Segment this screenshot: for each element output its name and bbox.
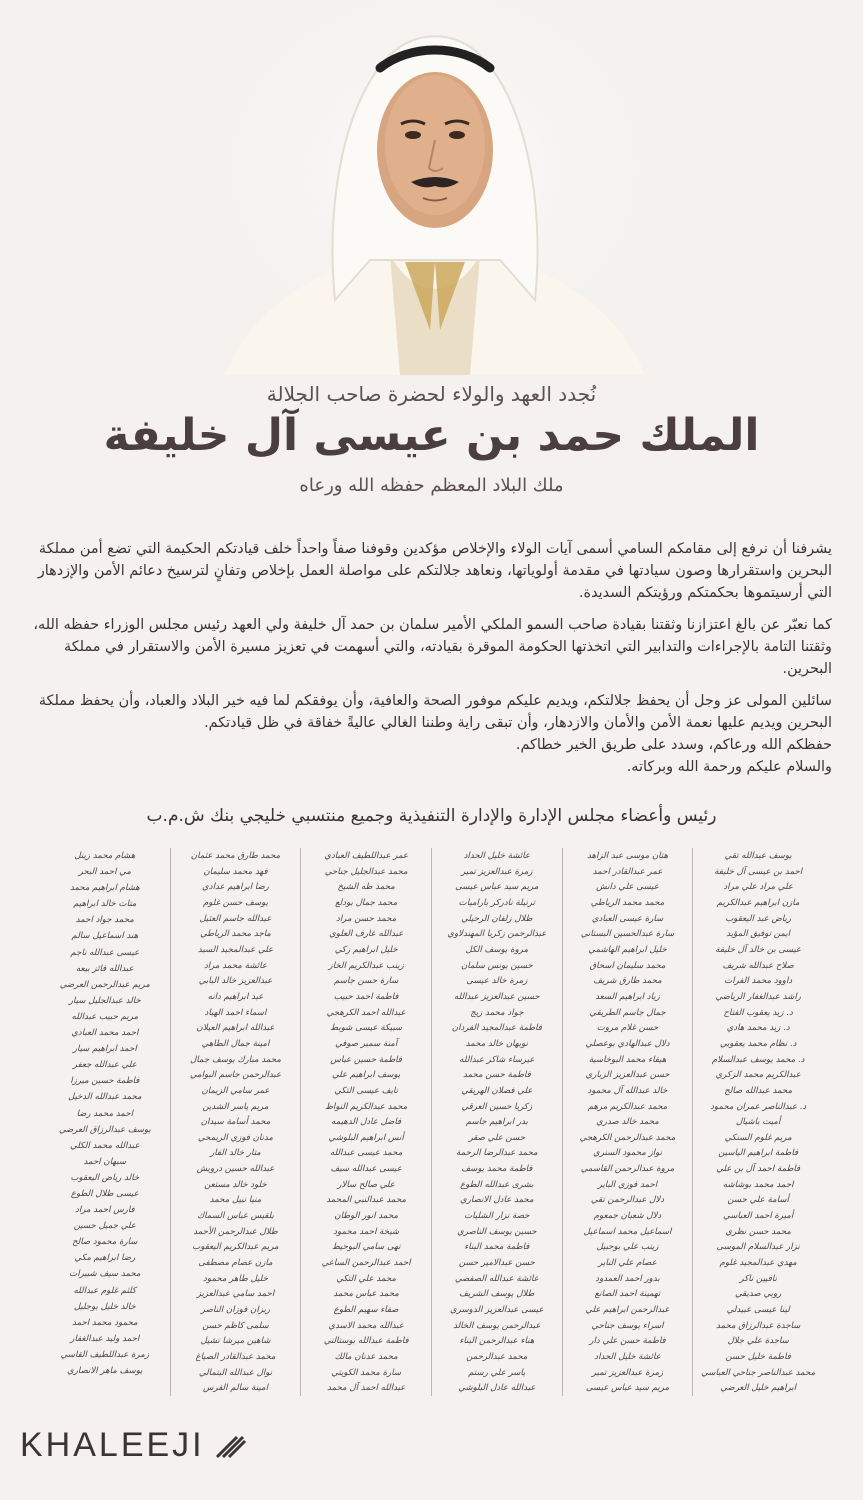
signatory-name: نافيين ناكر bbox=[739, 1273, 777, 1284]
signatory-name: زينب علي بوحبيل bbox=[596, 1242, 659, 1253]
letter-body bbox=[32, 538, 832, 778]
signatory-name: روبي صديقي bbox=[735, 1289, 782, 1300]
signatory-name: حصة نزار الشليات bbox=[464, 1211, 530, 1222]
king-portrait bbox=[215, 0, 655, 375]
signatory-name: محمد جمال بودلع bbox=[335, 897, 398, 908]
names-column bbox=[562, 848, 693, 1396]
signatory-name: مريم حبيب عبدالله bbox=[71, 1011, 139, 1022]
signatory-name: سارة حسن جاسم bbox=[333, 976, 399, 987]
signatory-name: صفاء سهيم الطوع bbox=[333, 1305, 399, 1316]
signatory-name: علي مراد علي مراد bbox=[723, 882, 793, 893]
signatory-name: د. نظام محمد يعقوبي bbox=[719, 1038, 797, 1049]
signatory-name: احمد سامي عبدالعزيز bbox=[196, 1289, 275, 1300]
signatory-name: د. محمد يوسف عبدالسلام bbox=[711, 1054, 805, 1065]
signatory-name: عبدالله عادل البلوشي bbox=[458, 1383, 536, 1394]
signatory-name: مريم ياسر الشدين bbox=[202, 1101, 269, 1112]
signatory-name: يوسف عبدالله تقي bbox=[724, 851, 792, 861]
signatory-name: عبدالعزيز خالد البابي bbox=[198, 976, 273, 987]
signatory-name: نوبهان خالد محمد bbox=[465, 1038, 528, 1049]
signatory-name: اسراء يوسف جناحي bbox=[591, 1320, 664, 1331]
signatory-name: عمر سامي الزيمان bbox=[201, 1085, 270, 1096]
signatory-name: اسماعيل محمد اسماعيل bbox=[583, 1226, 672, 1237]
signatory-name: دلال عبدالرحمن تقي bbox=[590, 1195, 665, 1206]
signatory-name: طلال يوسف الشريف bbox=[459, 1289, 535, 1300]
khaleeji-logo bbox=[20, 1420, 247, 1470]
signatory-name: جمال جاسم الطريقي bbox=[589, 1007, 666, 1018]
signatory-name: فاطمة حسين عباس bbox=[330, 1054, 402, 1065]
signatory-name: عائشة خليل الحداد bbox=[463, 851, 531, 861]
signatory-name: محمد مبارك يوسف جمال bbox=[190, 1054, 281, 1065]
signatory-name: محمد عبدالجليل جناحي bbox=[324, 866, 408, 877]
signatory-name: مروة يوسف الكل bbox=[465, 944, 529, 955]
signatory-name: محمد عبدالرحمن الكرهجي bbox=[579, 1132, 676, 1143]
signatory-name: محمد سيف شبيرات bbox=[69, 1269, 141, 1280]
signatory-name: خالد عبدالجليل سيار bbox=[68, 995, 141, 1006]
signatory-name: ترنيلة نادركر باراميات bbox=[458, 897, 535, 908]
signatory-name: مريم عبدالكريم اليعقوب bbox=[192, 1242, 279, 1253]
signatory-name: عيسى علي دانش bbox=[596, 882, 659, 893]
names-column bbox=[40, 848, 170, 1396]
signatory-name: حسين يونس سلمان bbox=[460, 960, 533, 971]
signatory-name: زمرة عبداللطيف القاسي bbox=[60, 1349, 150, 1360]
signatory-name: مازن ابراهيم عبدالكريم bbox=[716, 897, 800, 908]
signatory-name: هتان موسى عبد الزاهد bbox=[586, 851, 669, 861]
signatory-name: محمد طارق محمد عثمان bbox=[190, 851, 281, 861]
signatory-name: هند اسماعيل سالم bbox=[71, 931, 139, 942]
signatory-name: أسامة علي حسن bbox=[727, 1195, 789, 1206]
signatory-name: عبدالله احمد آل محمد bbox=[326, 1383, 406, 1394]
signatory-name: خليل ابراهيم زكي bbox=[334, 944, 398, 955]
signatory-name: احمد فوزي الباير bbox=[597, 1179, 658, 1190]
signatory-name: فهد محمد سليمان bbox=[203, 866, 268, 877]
signatory-name: هناء عبدالرحمن البناء bbox=[459, 1336, 535, 1347]
signatory-name: كلثم غلوم عبدالله bbox=[73, 1285, 137, 1296]
signatory-name: احمد وليد عبدالغفار bbox=[70, 1333, 140, 1344]
signatory-name: شيخة احمد محمود bbox=[333, 1226, 400, 1237]
signatory-name: يوسف ابراهيم علي bbox=[332, 1070, 401, 1081]
signatory-name: حسين عبدالعزيز عبدالله bbox=[454, 991, 540, 1002]
signatory-name: عبدالرحمن ابراهيم علي bbox=[585, 1305, 670, 1316]
signatory-name: عبدالله فائز بيعه bbox=[75, 963, 134, 974]
signatory-name: سارة عيسى العبادي bbox=[591, 913, 664, 924]
signatory-name: محمد خالد صدري bbox=[596, 1117, 659, 1128]
signatory-name: خليل طاهر محمود bbox=[203, 1273, 268, 1284]
signatory-name: عائشة خليل الحداد bbox=[594, 1352, 661, 1362]
signatory-name: نايف عيسى التكي bbox=[334, 1085, 399, 1096]
signatory-name: هشام ابراهيم محمد bbox=[69, 883, 140, 894]
signatory-name: هيفاء محمد البوخاسية bbox=[588, 1054, 667, 1065]
signatory-name: يوسف ماهر الانصاري bbox=[67, 1366, 143, 1376]
dedication-heading bbox=[0, 376, 863, 496]
signatory-name: محمد حسن نظري bbox=[725, 1226, 791, 1237]
signatory-name: امينة سالم الفرس bbox=[202, 1383, 268, 1394]
signatory-name: عبدالله حسين درويش bbox=[196, 1164, 275, 1175]
signatory-name: علي عبدالله جعفر bbox=[72, 1060, 137, 1071]
signatory-name: عيسى عبدالله سيف bbox=[330, 1164, 402, 1175]
signatory-name: فاطمة حسن علي دار bbox=[589, 1336, 666, 1347]
portrait-illustration bbox=[215, 0, 655, 375]
signatory-name: عمر عبدالقادر احمد bbox=[592, 866, 663, 877]
signatory-name: هشام محمد زينل bbox=[74, 851, 136, 861]
signatory-name: عبدالكريم محمد الزكري bbox=[715, 1070, 801, 1081]
signatory-name: متات خالد ابراهيم bbox=[73, 899, 137, 910]
signatories-line: رئيس وأعضاء مجلس الإدارة والإدارة التنفيذية وجميع منتسبي خليجي بنك ش.م.ب bbox=[146, 806, 717, 826]
signatory-name: سارة محمد الكويتي bbox=[331, 1367, 402, 1378]
signatory-name: علي صالح سالار bbox=[337, 1179, 395, 1190]
signatory-name: محمد عباس محمد bbox=[333, 1289, 399, 1300]
signatory-name: زمرة خالد عيسى bbox=[466, 976, 528, 987]
signatory-name: احمد عبدالرحمن الساعي bbox=[321, 1258, 411, 1269]
signatory-name: محمد علي التكي bbox=[336, 1273, 397, 1284]
signatory-name: عمر عبداللطيف العبادي bbox=[324, 851, 409, 861]
signatory-name: عبدالله احمد الكرهجي bbox=[326, 1007, 406, 1018]
signatory-name: تهمينة احمد الصانع bbox=[594, 1289, 661, 1300]
signatory-name: طلال زلفان الرحيلي bbox=[461, 913, 533, 924]
signatory-name: عيسى عبدالله ناجم bbox=[70, 947, 140, 958]
signatory-name: فاطمة محمد يوسف bbox=[461, 1164, 533, 1175]
signatory-name: رضا ابراهيم عدادي bbox=[202, 882, 269, 893]
signatory-name: خالد خليل بوجليل bbox=[73, 1301, 136, 1312]
signatory-name: نواز محمود السنري bbox=[593, 1148, 662, 1159]
signatory-name: لينا عيسى عبيدلي bbox=[726, 1305, 790, 1316]
signatory-name: محمد عبدالله الدخيل bbox=[67, 1092, 142, 1103]
pledge-line: نُجدد العهد والولاء لحضرة صاحب الجلالة bbox=[266, 382, 597, 406]
signatory-name: فاضل عادل الدهيمه bbox=[331, 1117, 402, 1128]
names-column bbox=[692, 848, 823, 1396]
signatory-name: محمد محمد الرياطي bbox=[590, 897, 665, 908]
signatory-name: دلال شعبان جمعوم bbox=[593, 1211, 662, 1222]
signatory-name: عبدالله محمد الكلي bbox=[70, 1140, 140, 1151]
signatory-name: عبدالله ابراهيم العيلان bbox=[196, 1023, 275, 1034]
signatory-name: محمد انور الوطان bbox=[334, 1211, 398, 1222]
signatory-name: عبدالله عارف العلوي bbox=[329, 929, 404, 940]
signatory-name: آمنة سمير صوفي bbox=[335, 1038, 398, 1049]
signatory-name: محمود محمد احمد bbox=[71, 1317, 138, 1328]
logo-stripes-icon bbox=[211, 1427, 247, 1463]
signatory-name: متار خالد الفار bbox=[210, 1148, 261, 1159]
signatory-name: يوسف حسن غلوم bbox=[202, 897, 268, 908]
signatory-name: محمد عبدالنبي المحمد bbox=[326, 1195, 406, 1206]
signatory-name: ساجدة عبدالرزاق محمد bbox=[715, 1320, 801, 1331]
signatory-name: حسن عبدالامير حسن bbox=[458, 1258, 535, 1269]
signatory-name: عبدالله محمد الاسدي bbox=[328, 1320, 404, 1331]
names-column bbox=[170, 848, 301, 1396]
signatory-name: جواد محمد زيج bbox=[470, 1007, 524, 1018]
signatory-name: احمد محمد العبادي bbox=[71, 1028, 139, 1039]
signatory-name: فاطمة عبدالمجيد الفردان bbox=[451, 1023, 542, 1034]
signatory-name: منيا نبيل محمد bbox=[209, 1195, 262, 1206]
king-name: الملك حمد بن عيسى آل خليفة bbox=[103, 410, 760, 461]
logo-wordmark: KHALEEJI bbox=[20, 1425, 205, 1464]
signatory-name: احمد بن عيسى آل خليفة bbox=[714, 866, 803, 877]
signatory-name: نهى سامي البوحيط bbox=[331, 1242, 401, 1253]
signatory-name: علي عبدالمجيد السيد bbox=[197, 944, 274, 955]
signatory-name: زياد ابراهيم السعد bbox=[595, 991, 660, 1002]
signatory-name: محمد حسن مراد bbox=[336, 913, 397, 924]
signatory-name: د. زيد يعقوب الفتاح bbox=[723, 1007, 793, 1018]
signatory-name: رضا ابراهيم مكي bbox=[74, 1253, 136, 1264]
signatory-name: عيسى بن خالد آل خليفة bbox=[715, 944, 802, 955]
signatory-name: حسن عبدالعزيز الزباري bbox=[585, 1070, 670, 1081]
signatory-name: ايمن توفيق المؤيد bbox=[726, 929, 791, 940]
signatory-name: مريم سيد عباس عيسى bbox=[455, 882, 539, 893]
signatory-name: محمد عبدالقادر الصياغ bbox=[195, 1352, 276, 1362]
signatory-name: محمد عبدالرحمن bbox=[466, 1352, 528, 1362]
signatory-name: محمد طه الشيخ bbox=[337, 882, 395, 893]
signatory-name: احمد محمد بوشاشه bbox=[722, 1179, 794, 1190]
signatories-names-grid bbox=[40, 848, 823, 1396]
signatory-name: ماجد محمد الرياطي bbox=[200, 929, 271, 940]
signatory-name: احمد ابراهيم سيار bbox=[72, 1044, 137, 1055]
signatory-name: عبدالرحمن يوسف الخالد bbox=[453, 1320, 541, 1331]
signatory-name: محمد سليمان اسحاق bbox=[589, 960, 666, 971]
signatory-name: محمد عبدالله صالح bbox=[724, 1085, 793, 1096]
signatory-name: محمد جواد احمد bbox=[75, 915, 134, 926]
signatory-name: محمد عيسى عبدالله bbox=[329, 1148, 403, 1159]
signatory-name: خلود خالد مستعن bbox=[204, 1179, 267, 1190]
signatory-name: يوسف عبدالرزاق العرضي bbox=[58, 1124, 151, 1135]
signatory-name: ياسر علي رستم bbox=[468, 1367, 526, 1378]
signatory-name: زكريا حسين العرقي bbox=[461, 1101, 533, 1112]
paragraph-1: يشرفنا أن نرفع إلى مقامكم السامي أسمى آيات الولاء والإخلاص مؤكدين وقوفنا صفاً واحداً خلف قيادتكم الحكيمة التي تضع أمن مملكة البحرين واستقرارها وصون سيادتها في مقدمة أولوياتها، ونعاهد جلالتكم على مواصلة العمل بإخلاص وتفانٍ لترسيخ دعائم الأمن والإزدهار التي أرسيتموها بحكمتكم ورؤيتكم السديدة. bbox=[37, 541, 832, 601]
signatory-name: أنس ابراهيم البلوشي bbox=[328, 1132, 404, 1143]
signatory-name: علي فضلان الهريقي bbox=[461, 1085, 533, 1096]
names-column bbox=[431, 848, 562, 1396]
king-title: ملك البلاد المعظم حفظه الله ورعاه bbox=[299, 475, 564, 496]
signatory-name: د. زيد محمد هادي bbox=[726, 1023, 790, 1034]
signatory-name: محمد عبدالرضا الرحمة bbox=[456, 1148, 538, 1159]
signatory-name: عصام علي الناير bbox=[598, 1258, 657, 1269]
signatory-name: ريزان فوزان الناصر bbox=[200, 1305, 271, 1316]
paragraph-3: سائلين المولى عز وجل أن يحفظ جلالتكم، ويديم عليكم موفور الصحة والعافية، وأن يوفقكم لما فيه خير البلاد والعباد، وأن يحفظ مملكة البحرين ويديم عليها نعمة الأمن والأمان والازدهار، وأن تبقى راية وطننا الغالي عاليةً خفاقة في ظل قيادتكم. bbox=[38, 693, 832, 731]
signatory-name: بدر ابراهيم جاسم bbox=[465, 1117, 528, 1128]
signatory-name: بدور احمد العمدود bbox=[595, 1273, 660, 1284]
signatory-name: عبدالرحمن جاسم البوامي bbox=[189, 1070, 282, 1081]
paragraph-5: والسلام عليكم ورحمة الله وبركاته. bbox=[626, 759, 832, 775]
signatory-name: زمرة عبدالعزيز تمير bbox=[461, 866, 533, 877]
signatory-name: علي جميل حسين bbox=[73, 1221, 136, 1232]
signatory-name: سبيكة عيسى شوبط bbox=[330, 1023, 403, 1034]
signatory-name: محمد عبدالناصر جناحي العباسي bbox=[701, 1367, 816, 1378]
signatory-name: عائشة عبدالله الصفصي bbox=[454, 1273, 539, 1284]
signatory-name: بلقيس عباس السماك bbox=[197, 1211, 274, 1222]
signatory-name: أميرة احمد العباسي bbox=[723, 1211, 794, 1222]
signatory-name: عبدالله جاسم العثيل bbox=[199, 913, 272, 924]
signatory-name: مروة عبدالرحمن القاسمي bbox=[580, 1164, 675, 1175]
signatory-name: خالد عبدالله آل محمود bbox=[587, 1085, 668, 1096]
signatory-name: مهدي عبدالمجيد غلوم bbox=[719, 1258, 797, 1269]
signatory-name: زينب عبدالكريم الخاز bbox=[328, 960, 404, 971]
signatory-name: خالد رياض اليعقوب bbox=[70, 1172, 140, 1183]
signatory-name: محمد عادل الانصاري bbox=[460, 1195, 534, 1206]
signatory-name: عيرساء شاكر عبدالله bbox=[459, 1054, 535, 1065]
signatory-name: بشرى عبدالله الطوع bbox=[460, 1179, 534, 1190]
signatory-name: ساجدة علي جلال bbox=[727, 1336, 789, 1347]
signatory-name: سارة عبدالحسين البستاني bbox=[580, 929, 675, 940]
signatory-name: عائشة محمد مراد bbox=[203, 960, 268, 971]
signatory-name: مازن عصام مصطفى bbox=[198, 1258, 273, 1269]
signatory-name: سلمى كاظم حسن bbox=[202, 1320, 269, 1331]
signatory-name: داوود محمد الفرات bbox=[724, 976, 793, 987]
signatory-name: عيسى طلال الطوع bbox=[70, 1188, 139, 1199]
signatory-name: فاطمة احمد حبيب bbox=[333, 991, 399, 1002]
signatory-name: صلاح عبدالله شريف bbox=[722, 960, 794, 971]
signatory-name: عبدالرحمن زكريا المهندلاوي bbox=[447, 929, 547, 940]
signatory-name: محمد أسامة سيدان bbox=[200, 1117, 271, 1128]
signatory-name: محمد عبدالكريم النواظ bbox=[324, 1101, 408, 1112]
signatory-name: مريم غلوم السنكي bbox=[724, 1132, 792, 1143]
signatory-name: احمد محمد رضا bbox=[76, 1108, 133, 1119]
signatory-name: محمد عبدالكريم مرهم bbox=[587, 1101, 668, 1112]
signatory-name: عيسى عبدالعزيز الدوسري bbox=[450, 1305, 544, 1316]
signatory-name: مي احمد البحر bbox=[78, 867, 131, 878]
signatory-name: فاطمة حسين ميرزا bbox=[70, 1076, 140, 1087]
signatory-name: دلال عبدالهادي بوعصلي bbox=[585, 1038, 670, 1049]
signatory-name: سارة محمود صالح bbox=[72, 1237, 138, 1248]
signatory-name: زمرة عبدالعزيز تمير bbox=[591, 1367, 664, 1378]
signatory-name: فاطمة عبدالله بوستالني bbox=[323, 1336, 409, 1347]
signatory-name: حسن علي صقر bbox=[468, 1132, 526, 1143]
signatory-name: حسين يوسف الناصري bbox=[457, 1226, 537, 1237]
signatory-name: محمد عدنان مالك bbox=[334, 1352, 398, 1362]
signatory-name: حسن غلام مروت bbox=[596, 1023, 659, 1034]
signatory-name: ابراهيم خليل العرضي bbox=[720, 1383, 797, 1394]
paragraph-2: كما نعبّر عن بالغ اعتزازنا وثقتنا بقيادة صاحب السمو الملكي الأمير سلمان بن حمد آل خليفة ولي العهد رئيس مجلس الوزراء حفظه الله، وثقتنا التامة بالإجراءات والتدابير التي اتخذتها الحكومة الموقرة بقيادته، والتي أسهمت في تعزيز مسيرة الأمن والاستقرار في مملكة البحرين. bbox=[33, 617, 832, 677]
signatory-name: محمد طارق شريف bbox=[593, 976, 662, 987]
signatory-name: طلال عبدالرحمن الأحمد bbox=[193, 1226, 278, 1237]
signatory-name: فاطمة احمد آل بن علي bbox=[716, 1164, 801, 1175]
signatory-name: عبد ابراهيم دانه bbox=[207, 991, 264, 1002]
signatory-name: اسماء احمد الهباد bbox=[204, 1007, 267, 1018]
signatory-name: نوال عبدالله البتمالي bbox=[198, 1367, 273, 1378]
signatory-name: رياض عبد اليعقوب bbox=[725, 913, 792, 924]
signatory-name: امينة جمال الطاهي bbox=[201, 1038, 270, 1049]
signatory-name: فاطمة حسن محمد bbox=[462, 1070, 531, 1081]
signatory-name: فاطمة محمد البناء bbox=[464, 1242, 530, 1253]
signatory-name: فارس احمد مراد bbox=[75, 1205, 135, 1216]
signatory-name: خليل ابراهيم الهاشمي bbox=[588, 944, 667, 955]
signatory-name: نزار عبدالسلام الموسى bbox=[716, 1242, 800, 1253]
signatory-name: شاهين ميرشا تشيل bbox=[200, 1336, 271, 1347]
signatory-name: سبهان احمد bbox=[83, 1156, 127, 1167]
signatory-name: فاطمة خليل حسن bbox=[725, 1352, 791, 1362]
signatory-name: مريم عبدالرحمن العرضي bbox=[59, 979, 150, 990]
signatory-name: مدنان فوزي الريمحي bbox=[197, 1132, 274, 1143]
paragraph-4: حفظكم الله ورعاكم، وسدد على طريق الخير خطاكم. bbox=[515, 737, 832, 753]
signatory-name: أميت باشيال bbox=[735, 1117, 781, 1128]
signatory-name: د. عبدالناصر عمران محمود bbox=[710, 1101, 807, 1112]
signatory-name: فاطمة ابراهيم الياسين bbox=[718, 1148, 799, 1159]
names-column bbox=[300, 848, 431, 1396]
signatory-name: راشد عبدالغفار الرياضي bbox=[715, 991, 801, 1002]
signatory-name: مريم سيد عباس عيسى bbox=[585, 1383, 670, 1394]
